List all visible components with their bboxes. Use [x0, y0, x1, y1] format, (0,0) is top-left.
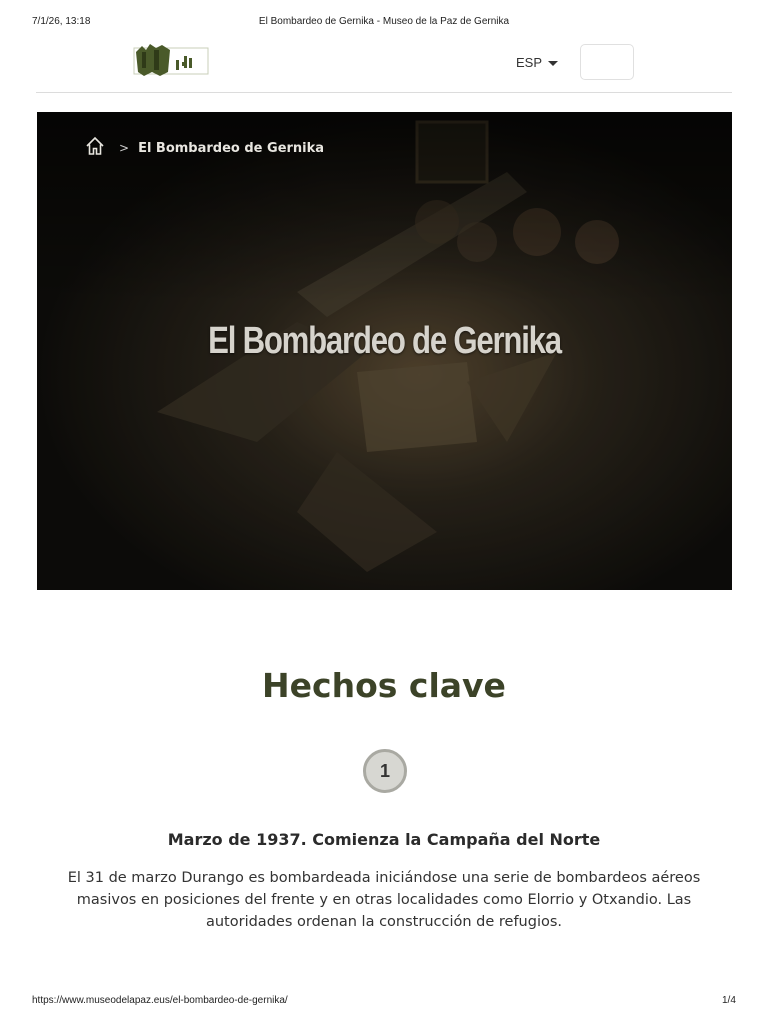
- hero-banner: [37, 112, 732, 590]
- print-url: https://www.museodelapaz.eus/el-bombardeo-de-gernika/: [32, 995, 288, 1006]
- hero-title: El Bombardeo de Gernika: [208, 320, 561, 362]
- fact-body: El 31 de marzo Durango es bombardeada iniciándose una serie de bombardeos aéreos masivos en posiciones del frente y en otras localidades como Elorrio y Otxandio. Las autoridades ordenan la construcción de refugios.: [67, 870, 701, 930]
- language-label: ESP: [516, 55, 543, 70]
- menu-button[interactable]: [580, 44, 634, 80]
- print-footer: [0, 995, 768, 1009]
- print-header: [0, 16, 768, 30]
- breadcrumb: [85, 138, 324, 158]
- print-datetime: 7/1/26, 13:18: [32, 16, 91, 27]
- caret-down-icon: [548, 61, 558, 66]
- step-number-badge: 1: [363, 749, 407, 793]
- home-icon[interactable]: [85, 136, 105, 160]
- breadcrumb-current: El Bombardeo de Gernika: [138, 140, 325, 156]
- fact-title: Marzo de 1937. Comienza la Campaña del Norte: [167, 830, 601, 849]
- language-selector[interactable]: [516, 55, 558, 70]
- museum-logo-icon[interactable]: [132, 42, 212, 80]
- site-header: [36, 40, 732, 93]
- print-page-number: 1/4: [722, 995, 736, 1006]
- breadcrumb-separator: >: [119, 141, 130, 155]
- print-page-title: El Bombardeo de Gernika - Museo de la Paz de Gernika: [258, 16, 510, 27]
- section-title: Hechos clave: [262, 666, 506, 705]
